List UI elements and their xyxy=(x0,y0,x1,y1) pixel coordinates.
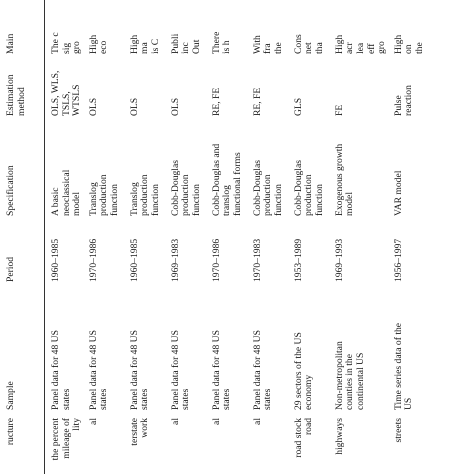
cell-period: 1960–1985 xyxy=(128,238,140,282)
cell-sample: Non-metropolitan counties in the continental US xyxy=(333,341,366,410)
cell-sample: 29 sectors of the US economy xyxy=(292,332,315,410)
cell-structure: al xyxy=(169,418,181,425)
table-row xyxy=(250,0,291,474)
cell-estimation-method: FE xyxy=(333,104,345,116)
cell-period: 1953–1989 xyxy=(292,238,304,282)
table-row xyxy=(209,0,250,474)
cell-main: The c sig gro xyxy=(50,32,83,54)
cell-specification: Cobb-Douglas and translog functional forms xyxy=(210,143,243,216)
cell-main: High on the xyxy=(392,34,425,54)
header-period: Period xyxy=(0,220,45,286)
cell-main: High eco xyxy=(87,34,110,54)
table-row xyxy=(291,0,332,474)
cell-main: High ma is C xyxy=(128,34,161,54)
table-row xyxy=(391,0,432,474)
header-structure: ructure xyxy=(0,414,45,474)
cell-sample: Panel data for 48 US states xyxy=(251,330,274,410)
header-specification: Specification xyxy=(0,120,45,220)
cell-structure: al xyxy=(251,418,263,425)
table-row xyxy=(45,0,86,474)
cell-period: 1970–1983 xyxy=(251,238,263,282)
cell-main: Publi inc Out xyxy=(169,33,202,54)
cell-sample: Panel data for 48 US states xyxy=(210,330,233,410)
cell-structure: al xyxy=(87,418,99,425)
header-main: Main xyxy=(0,0,45,58)
table-row xyxy=(127,0,168,474)
cell-main: High acr lea eff gro xyxy=(333,34,388,54)
cell-period: 1969–1983 xyxy=(169,238,181,282)
cell-specification: Cobb-Douglas production function xyxy=(251,160,284,216)
cell-main: There is h xyxy=(210,31,233,54)
cell-sample: Panel data for 48 US states xyxy=(87,330,110,410)
cell-estimation-method: GLS xyxy=(292,97,304,116)
cell-period: 1960–1985 xyxy=(50,238,61,282)
cell-sample: Panel data for 48 US states xyxy=(50,330,72,410)
cell-structure: al xyxy=(210,418,222,425)
cell-structure: streets xyxy=(392,418,404,443)
cell-estimation-method: OLS xyxy=(87,97,99,116)
table-row xyxy=(86,0,127,474)
cell-estimation-method: Pulse reaction xyxy=(392,85,415,116)
cell-sample: Panel data for 48 US states xyxy=(128,330,151,410)
table-body xyxy=(45,0,432,474)
cell-period: 1970–1986 xyxy=(87,238,99,282)
cell-period: 1956–1997 xyxy=(392,238,404,282)
cell-structure: highways xyxy=(333,418,345,455)
cell-period: 1970–1986 xyxy=(210,238,222,282)
cell-estimation-method: RE, FE xyxy=(210,87,222,116)
header-estimation-method: Estimation method xyxy=(0,58,45,120)
table-row xyxy=(332,0,391,474)
cell-main: With fra the xyxy=(251,35,284,54)
cell-estimation-method: OLS xyxy=(128,97,140,116)
table-header xyxy=(0,0,45,474)
cell-sample: Panel data for 48 US states xyxy=(169,330,192,410)
cell-specification: A basic neoclassical model xyxy=(50,169,83,216)
cell-specification: Cobb-Douglas production function xyxy=(169,160,202,216)
cell-estimation-method: RE, FE xyxy=(251,87,263,116)
cell-main: Cons net tha xyxy=(292,34,325,54)
cell-specification: Exogenous growth model xyxy=(333,143,356,216)
cell-specification: Translog production function xyxy=(128,174,161,216)
header-sample: Sample xyxy=(0,286,45,414)
cell-specification: VAR model xyxy=(392,170,404,216)
table-row xyxy=(168,0,209,474)
cell-specification: Cobb-Douglas production function xyxy=(292,160,325,216)
cell-estimation-method: OLS, WLS, TSLS, WTSLS xyxy=(50,70,83,116)
cell-structure: the percent mileage of lity xyxy=(50,418,83,461)
cell-sample: Time series data of the US xyxy=(392,322,415,410)
cell-specification: Translog production function xyxy=(87,174,120,216)
cell-estimation-method: OLS xyxy=(169,97,181,116)
cell-period: 1969–1993 xyxy=(333,238,345,282)
cell-structure: terstate work xyxy=(128,418,151,446)
cell-structure: road stock road xyxy=(292,418,315,458)
